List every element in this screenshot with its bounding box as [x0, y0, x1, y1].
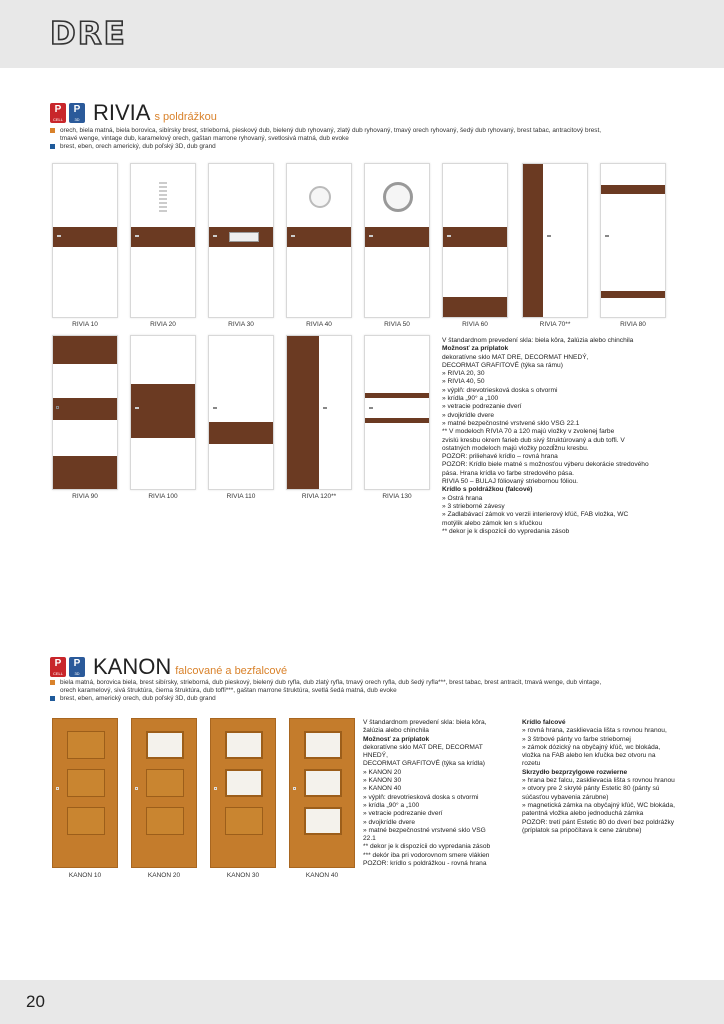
description-line: dekoratívne sklo MAT DRE, DECORMAT — [363, 743, 483, 751]
description-line: zvislú kresbu okrem farieb dub sivý štruktúrovaný a dub toffi. V — [442, 436, 625, 444]
label-rivia-130: RIVIA 130 — [382, 493, 412, 500]
description-line: POZOR: tretí pánt Estetic 80 do dverí bez poldrážky — [522, 818, 675, 826]
kanon-colors-orange: biela matná, borovica biela, brest sibírsky, strieborná, dub pieskový, bielený dub ryfla, dub zlatý ryfla, tmavý orech ryfla, dub šedý ryfla***, brest tabac, brest antracit, tmavá wenge, dub vintage, — [50, 679, 601, 687]
label-rivia-10: RIVIA 10 — [72, 321, 98, 328]
description-line: » vetracie podrezanie dverí — [442, 403, 522, 411]
label-rivia-110: RIVIA 110 — [226, 493, 256, 500]
label-kanon-10: KANON 10 — [68, 872, 102, 879]
label-rivia-30: RIVIA 30 — [228, 321, 254, 328]
label-kanon-30: KANON 30 — [226, 872, 260, 879]
description-line: » 3 štrbové pánty vo farbe striebornej — [522, 735, 631, 743]
door-rivia-30 — [208, 163, 274, 318]
door-rivia-120 — [286, 335, 352, 490]
description-line: HNEDÝ, — [363, 752, 388, 760]
description-line: Možnosť za príplatok — [442, 345, 509, 353]
description-line: dekoratívne sklo MAT DRE, DECORMAT HNEDÝ, — [442, 353, 589, 361]
kanon-title: KANON falcované a bezfalcové — [93, 654, 288, 679]
description-line: pása. Hrana krídla vo farbe stredového pása. — [442, 469, 574, 477]
description-line: V štandardnom prevedení skla: biela kôra, — [363, 719, 487, 726]
door-kanon-10 — [52, 718, 118, 868]
page-number: 20 — [26, 992, 45, 1011]
description-line: ostatných modeloch majú vložky pozdĺžnu kresbu. — [442, 444, 589, 452]
description-line: » dvojkrídle dvere — [442, 411, 495, 419]
description-line: DECORMAT GRAFITOVÉ (týka sa krídla) — [363, 760, 486, 768]
door-rivia-50 — [364, 163, 430, 318]
description-line: POZOR: krídlo s poldrážkou - rovná hrana — [363, 860, 487, 868]
badge-3d: P 3D — [69, 103, 85, 123]
description-line: patentná vložka alebo jednoduchá zámka — [522, 810, 644, 818]
door-rivia-130 — [364, 335, 430, 490]
description-line: » 3 strieborné závesy — [442, 502, 505, 510]
door-kanon-30 — [210, 718, 276, 868]
description-line: ** dekor je k dispozícii do vypredania zásob — [363, 843, 491, 851]
door-rivia-40 — [286, 163, 352, 318]
description-line: *** dekór iba pri vodorovnom smere vlákien — [363, 851, 490, 859]
kanon-badges — [50, 657, 85, 677]
description-line: » matné bezpečnostné vrstvené sklo VSG — [363, 826, 486, 834]
description-line: » krídla „90° a „100 — [442, 395, 499, 403]
rivia-description — [442, 337, 682, 536]
label-rivia-70: RIVIA 70** — [539, 321, 571, 328]
door-rivia-60 — [442, 163, 508, 318]
description-line: ** dekor je k dispozícii do vypredania zásob — [442, 527, 570, 535]
door-rivia-100 — [130, 335, 196, 490]
label-rivia-80: RIVIA 80 — [620, 321, 646, 328]
badge-3d: P 3D — [69, 657, 85, 677]
badge-cell: P CELL — [50, 103, 66, 123]
description-line: Krídlo s poldrážkou (falcové) — [442, 486, 533, 494]
brand-logo: DRE — [50, 16, 127, 52]
description-line: » výplň: drevotriesková doska s otvormi — [442, 386, 558, 394]
door-rivia-110 — [208, 335, 274, 490]
door-kanon-20 — [131, 718, 197, 868]
description-line: POZOR: priliehavé krídlo – rovná hrana — [442, 453, 558, 461]
description-line: » KANON 40 — [363, 785, 402, 793]
description-line: žalúzia alebo chinchila — [363, 727, 429, 735]
label-rivia-50: RIVIA 50 — [384, 321, 410, 328]
description-line: vložka na FAB alebo len kľučka bez otvoru na — [522, 752, 656, 760]
description-line: » Zadlabávací zámok vo verzii interierový kľúč, FAB vložka, WC — [442, 511, 629, 519]
description-line: Krídlo falcové — [522, 719, 566, 726]
description-line: » RIVIA 40, 50 — [442, 378, 485, 386]
kanon-colors-blue: brest, eben, americký orech, dub poľský 3D, dub grand — [50, 695, 216, 703]
description-line: (príplatok sa pripočítava k cene zárubne) — [522, 826, 642, 834]
door-kanon-40 — [289, 718, 355, 868]
label-rivia-20: RIVIA 20 — [150, 321, 176, 328]
door-rivia-90 — [52, 335, 118, 490]
description-line: RIVIA 50 – BULAJ fóliovaný striebornou fóliou. — [442, 478, 578, 486]
description-line: 22.1 — [363, 835, 376, 843]
description-line: » otvory pre 2 skryté pánty Estetic 80 (pánty sú — [522, 785, 660, 793]
description-line: súčasťou vybavenia zárubne) — [522, 793, 609, 801]
kanon-frame-description — [522, 719, 702, 835]
description-line: » KANON 30 — [363, 777, 402, 785]
label-rivia-60: RIVIA 60 — [462, 321, 488, 328]
page-footer — [0, 980, 724, 1024]
rivia-colors-orange-2: tmavé wenge, vintage dub, karamelový orech, gaštan marrone ryhovaný, svetlosivá matná, dub evoke — [60, 135, 349, 142]
description-line: POZOR: Krídlo biele matné s možnosťou výberu dekorácie stredového — [442, 461, 649, 469]
description-line: ** V modeloch RIVIA 70 a 120 majú vložky v zvolenej farbe — [442, 428, 615, 436]
description-line: » rovná hrana, zasklievacia lišta s rovnou hranou, — [522, 727, 667, 735]
description-line: » krídla „90° a „100 — [363, 801, 420, 809]
description-line: V štandardnom prevedení skla: biela kôra, žalúzia alebo chinchila — [442, 337, 634, 344]
description-line: » RIVIA 20, 30 — [442, 370, 485, 378]
description-line: » hrana bez falcu, zasklievacia lišta s rovnou hranou — [522, 777, 675, 785]
description-line: » magnetická zámka na obyčajný kľúč, WC blokáda, — [522, 801, 675, 809]
badge-cell: P CELL — [50, 657, 66, 677]
door-rivia-80 — [600, 163, 666, 318]
door-rivia-10 — [52, 163, 118, 318]
description-line: motýlik alebo zámok len s kľučkou — [442, 519, 543, 527]
label-kanon-20: KANON 20 — [147, 872, 181, 879]
kanon-description — [363, 719, 513, 868]
label-rivia-40: RIVIA 40 — [306, 321, 332, 328]
kanon-colors-orange-2: orech karamelový, sivá štruktúra, čierna štruktúra, dub toffi***, gaštan marrone štruktúra, svetlá šedá matná, dub evoke — [60, 687, 397, 694]
rivia-colors-orange: orech, biela matná, biela borovica, sibírsky brest, strieborná, pieskový dub, bielený dub ryhovaný, zlatý dub ryhovaný, tmavý orech ryhovaný, šedý dub ryhovaný, brest tabac, antracitový brest, — [50, 127, 601, 135]
description-line: Možnosť za príplatok — [363, 735, 430, 743]
door-rivia-20 — [130, 163, 196, 318]
description-line: rozetu — [522, 760, 541, 768]
door-rivia-70 — [522, 163, 588, 318]
page-header — [0, 0, 724, 68]
description-line: » dvojkrídle dvere — [363, 818, 416, 826]
description-line: » Ostrá hrana — [442, 494, 483, 502]
description-line: DECORMAT GRAFITOVÉ (týka sa rámu) — [442, 361, 563, 369]
label-kanon-40: KANON 40 — [305, 872, 339, 879]
description-line: » vetracie podrezanie dverí — [363, 810, 443, 818]
rivia-badges — [50, 103, 85, 123]
description-line: Skrzydło bezprzylgowe rozwierne — [522, 768, 628, 776]
rivia-colors-blue: brest, eben, orech americký, dub poľský 3D, dub grand — [50, 143, 216, 151]
description-line: » zámok dózický na obyčajný kľúč, wc blokáda, — [522, 743, 661, 751]
label-rivia-90: RIVIA 90 — [72, 493, 98, 500]
description-line: » výplň: drevotriesková doska s otvormi — [363, 793, 479, 801]
description-line: » matné bezpečnostné vrstvené sklo VSG 22.1 — [442, 419, 580, 427]
description-line: » KANON 20 — [363, 768, 402, 776]
label-rivia-120: RIVIA 120** — [301, 493, 337, 500]
label-rivia-100: RIVIA 100 — [148, 493, 178, 500]
rivia-title: RIVIA s poldrážkou — [93, 100, 217, 125]
